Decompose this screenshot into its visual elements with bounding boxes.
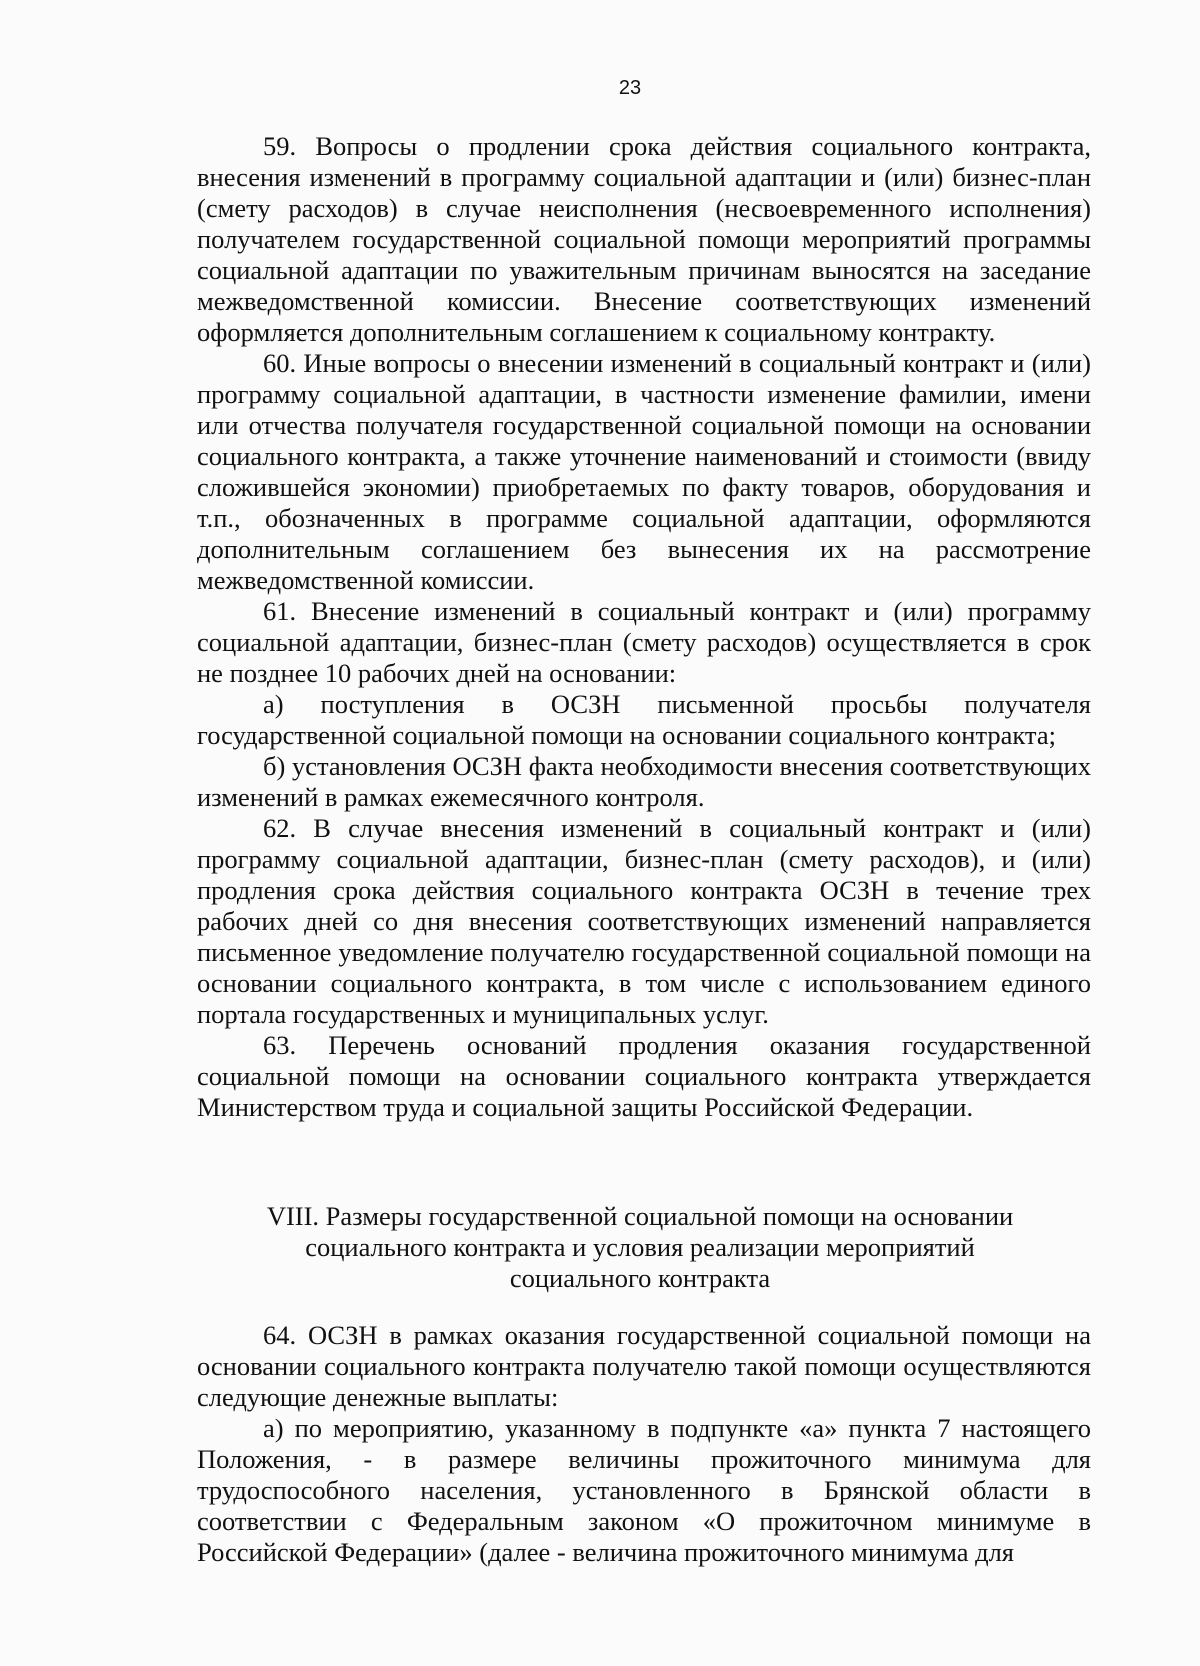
section-heading-line-3: социального контракта: [509, 1263, 771, 1293]
document-body-continued: [197, 1320, 1091, 1568]
section-heading: [200, 1201, 1080, 1294]
paragraph-62: 62. В случае внесения изменений в социальный контракт и (или) программу социальной адаптации, бизнес-план (смету расходов), и (или) продления срока действия социального контракта ОСЗН в течение трех рабочих дней со дня внесения соответствующих изменений направляется письменное уведомление получателю государственной социальной помощи на основании социального контракта, в том числе с использованием единого портала государственных и муниципальных услуг.: [197, 813, 1091, 1029]
section-heading-line-2: социального контракта и условия реализации мероприятий: [305, 1232, 975, 1262]
section-heading-line-1: VIII. Размеры государственной социальной помощи на основании: [266, 1201, 1014, 1231]
paragraph-64: 64. ОСЗН в рамках оказания государственной социальной помощи на основании социального контракта получателю такой помощи осуществляются следующие денежные выплаты:: [197, 1320, 1091, 1412]
paragraph-60: 60. Иные вопросы о внесении изменений в социальный контракт и (или) программу социальной адаптации, в частности изменение фамилии, имени или отчества получателя государственной социальной помощи на основании социального контракта, а также уточнение наименований и стоимости (ввиду сложившейся экономии) приобретаемых по факту товаров, оборудования и т.п., обозначенных в программе социальной адаптации, оформляются дополнительным соглашением без вынесения их на рассмотрение межведомственной комиссии.: [197, 348, 1091, 595]
paragraph-61: 61. Внесение изменений в социальный контракт и (или) программу социальной адаптации, бизнес-план (смету расходов) осуществляется в срок не позднее 10 рабочих дней на основании:: [197, 596, 1091, 688]
paragraph-61-b: б) установления ОСЗН факта необходимости внесения соответствующих изменений в рамках ежемесячного контроля.: [197, 751, 1091, 812]
paragraph-64-a: а) по мероприятию, указанному в подпункте «а» пункта 7 настоящего Положения, - в размере величины прожиточного минимума для трудоспособного населения, установленного в Брянской области в соответствии с Федеральным законом «О прожиточном минимуме в Российской Федерации» (далее - величина прожиточного минимума для: [197, 1413, 1091, 1567]
paragraph-63: 63. Перечень оснований продления оказания государственной социальной помощи на основании социального контракта утверждается Министерством труда и социальной защиты Российской Федерации.: [197, 1030, 1091, 1122]
page-number: 23: [618, 77, 642, 99]
paragraph-59: 59. Вопросы о продлении срока действия социального контракта, внесения изменений в программу социальной адаптации и (или) бизнес-план (смету расходов) в случае неисполнения (несвоевременного исполнения) получателем государственной социальной помощи мероприятий программы социальной адаптации по уважительным причинам выносятся на заседание межведомственной комиссии. Внесение соответствующих изменений оформляется дополнительным соглашением к социальному контракту.: [197, 131, 1091, 347]
paragraph-61-a: а) поступления в ОСЗН письменной просьбы получателя государственной социальной помощи на основании социального контракта;: [197, 689, 1091, 750]
document-body: [197, 131, 1091, 1123]
